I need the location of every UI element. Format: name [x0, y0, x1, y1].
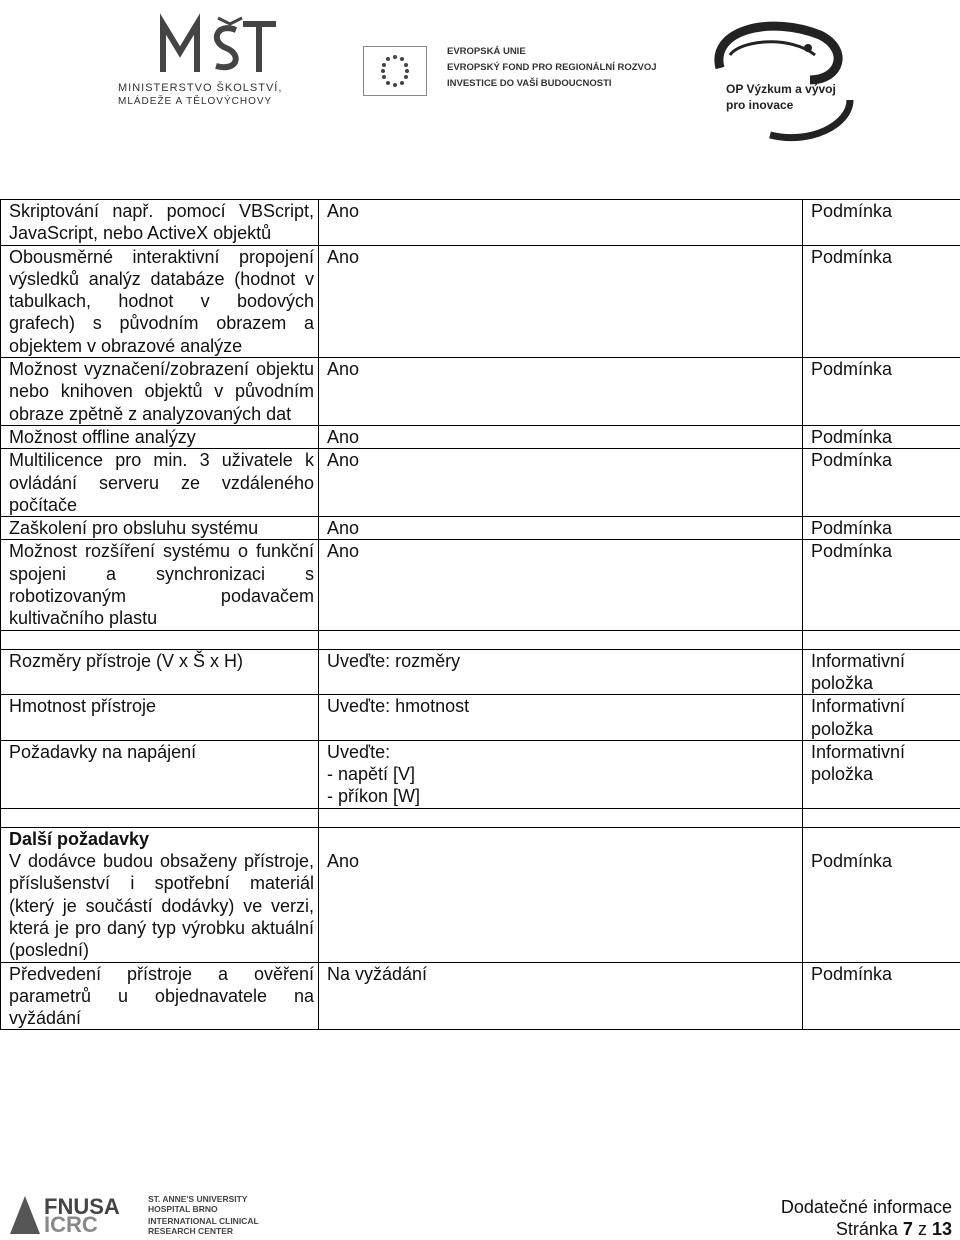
hospital-line4: RESEARCH CENTER	[148, 1226, 233, 1236]
table-row	[1, 449, 960, 517]
msmt-mark-icon	[118, 12, 298, 82]
type-cell: Podmínka	[803, 850, 960, 962]
page-total: 13	[932, 1219, 952, 1239]
op-vavpi-logo	[700, 10, 860, 160]
section-heading: Další požadavky	[1, 827, 319, 850]
spacer-row	[1, 630, 960, 649]
section-heading-row	[1, 827, 960, 850]
value-cell: Ano	[319, 850, 803, 962]
type-cell: Podmínka	[803, 425, 960, 448]
table-row	[1, 649, 960, 695]
op-line2: pro inovace	[726, 98, 793, 112]
header-logos	[0, 0, 960, 165]
value-cell: Ano	[319, 425, 803, 448]
param-cell: Požadavky na napájení	[1, 740, 319, 808]
eu-line3: INVESTICE DO VAŠÍ BUDOUCNOSTI	[447, 78, 612, 89]
param-cell: Zaškolení pro obsluhu systému	[1, 517, 319, 540]
table-row	[1, 962, 960, 1030]
type-cell: Podmínka	[803, 200, 960, 246]
table-row	[1, 695, 960, 741]
fnusa-mark-icon	[8, 1192, 42, 1236]
type-cell: Podmínka	[803, 245, 960, 357]
eu-flag-icon	[363, 46, 427, 96]
param-cell: V dodávce budou obsaženy přístroje, příslušenství i spotřební materiál (který je součástí dodávky) ve verzi, která je pro daný typ výrobku aktuální (poslední)	[1, 850, 319, 962]
type-cell: Podmínka	[803, 962, 960, 1030]
table-row	[1, 517, 960, 540]
table-row	[1, 740, 960, 808]
value-cell: Uveďte: hmotnost	[319, 695, 803, 741]
eu-line2: EVROPSKÝ FOND PRO REGIONÁLNÍ ROZVOJ	[447, 62, 657, 73]
table-row	[1, 200, 960, 246]
param-cell: Obousměrné interaktivní propojení výsledků analýz databáze (hodnot v tabulkach, hodnot v bodových grafech) s původním obrazem a objektem v obrazové analýze	[1, 245, 319, 357]
param-cell: Možnost vyznačení/zobrazení objektu nebo knihoven objektů v původním obraze zpětně z analyzovaných dat	[1, 358, 319, 426]
value-cell: Uveďte: rozměry	[319, 649, 803, 695]
requirements-table	[0, 199, 960, 1030]
hospital-line2: HOSPITAL BRNO	[148, 1204, 218, 1214]
param-cell: Předvedení přístroje a ověření parametrů u objednavatele na vyžádání	[1, 962, 319, 1030]
icrc-text: ICRC	[44, 1212, 98, 1238]
type-cell: Podmínka	[803, 517, 960, 540]
eu-logo	[355, 38, 645, 118]
value-cell: Ano	[319, 245, 803, 357]
type-cell: Podmínka	[803, 449, 960, 517]
value-cell: Ano	[319, 449, 803, 517]
table-row	[1, 245, 960, 357]
table-row	[1, 540, 960, 630]
value-cell: Ano	[319, 540, 803, 630]
param-cell: Skriptování např. pomocí VBScript, JavaScript, nebo ActiveX objektů	[1, 200, 319, 246]
param-cell: Možnost rozšíření systému o funkční spojeni a synchronizaci s robotizovaným podavačem kultivačního plastu	[1, 540, 319, 630]
param-cell: Multilicence pro min. 3 uživatele k ovládání serveru ze vzdáleného počítače	[1, 449, 319, 517]
page-current: 7	[903, 1219, 913, 1239]
table-row	[1, 358, 960, 426]
table-row	[1, 850, 960, 962]
msmt-logo	[118, 12, 308, 117]
footer-title: Dodatečné informace	[781, 1196, 952, 1218]
table-row	[1, 425, 960, 448]
type-cell: Informativní položka	[803, 695, 960, 741]
fnusa-icrc-logo	[8, 1190, 248, 1238]
op-line1: OP Výzkum a vývoj	[726, 82, 836, 96]
type-cell: Informativní položka	[803, 740, 960, 808]
param-cell: Rozměry přístroje (V x Š x H)	[1, 649, 319, 695]
fnusa-text: FNUSA	[44, 1194, 120, 1220]
value-cell: Ano	[319, 200, 803, 246]
page-footer	[781, 1196, 952, 1240]
hospital-line3: INTERNATIONAL CLINICAL	[148, 1216, 259, 1226]
page-number	[781, 1218, 952, 1240]
param-cell: Hmotnost přístroje	[1, 695, 319, 741]
value-cell: Ano	[319, 517, 803, 540]
value-cell: Uveďte: - napětí [V] - příkon [W]	[319, 740, 803, 808]
type-cell: Informativní položka	[803, 649, 960, 695]
spacer-row	[1, 808, 960, 827]
type-cell: Podmínka	[803, 540, 960, 630]
value-cell: Ano	[319, 358, 803, 426]
hospital-line1: ST. ANNE'S UNIVERSITY	[148, 1194, 247, 1204]
type-cell: Podmínka	[803, 358, 960, 426]
msmt-line1: MINISTERSTVO ŠKOLSTVÍ,	[118, 82, 282, 94]
value-cell: Na vyžádání	[319, 962, 803, 1030]
eu-line1: EVROPSKÁ UNIE	[447, 46, 526, 57]
page-prefix: Stránka	[836, 1219, 898, 1239]
msmt-line2: MLÁDEŽE A TĚLOVÝCHOVY	[118, 96, 272, 107]
param-cell: Možnost offline analýzy	[1, 425, 319, 448]
page-sep: z	[918, 1219, 927, 1239]
